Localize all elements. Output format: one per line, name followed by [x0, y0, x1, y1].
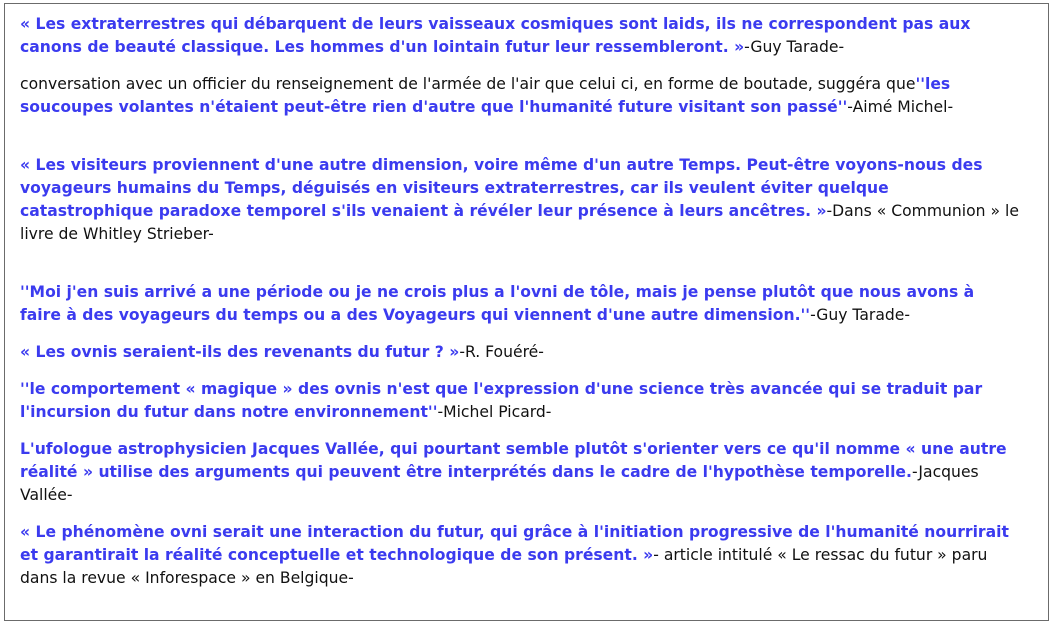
quote-paragraph-inforespace	[20, 521, 1020, 590]
quote-intro: conversation avec un officier du renseignement de l'armée de l'air que celui ci, en forme de boutade, suggéra que	[20, 75, 916, 93]
quote-attribution: -Guy Tarade-	[810, 306, 910, 324]
quote-paragraph-fouere	[20, 341, 1020, 364]
quote-paragraph-tarade-2	[20, 281, 1020, 327]
quote-paragraph-michel	[20, 73, 1020, 119]
quote-attribution: - article intitulé « Le ressac du futur » paru dans la revue « Inforespace » en Belgique-	[20, 546, 988, 587]
quote-attribution: -Aimé Michel-	[847, 98, 954, 116]
quote-text: ''Moi j'en suis arrivé a une période ou je ne crois plus a l'ovni de tôle, mais je pense plutôt que nous avons à faire à des voyageurs du temps ou a des Voyageurs qui viennent d'une autre dimension.''	[20, 283, 975, 324]
quote-text: « Le phénomène ovni serait une interaction du futur, qui grâce à l'initiation progressive de l'humanité nourrirait et garantirait la réalité conceptuelle et technologique de son présent. »	[20, 523, 1009, 564]
quote-attribution: -Michel Picard-	[437, 403, 552, 421]
quote-paragraph-tarade-1	[20, 13, 1020, 59]
quote-text: « Les extraterrestres qui débarquent de leurs vaisseaux cosmiques sont laids, ils ne correspondent pas aux canons de beauté classique. Les hommes d'un lointain futur leur ressembleront. »	[20, 15, 971, 56]
quote-paragraph-picard	[20, 378, 1020, 424]
quote-attribution: -R. Fouéré-	[459, 343, 544, 361]
quotes-list	[20, 13, 1020, 590]
quote-paragraph-strieber	[20, 154, 1020, 246]
quote-text: ''le comportement « magique » des ovnis n'est que l'expression d'une science très avancée qui se traduit par l'incursion du futur dans notre environnement''	[20, 380, 983, 421]
quote-text: « Les ovnis seraient-ils des revenants du futur ? »	[20, 343, 460, 361]
quote-text: « Les visiteurs proviennent d'une autre dimension, voire même d'un autre Temps. Peut-être voyons-nous des voyageurs humains du Temps, déguisés en visiteurs extraterrestres, car ils veulent éviter quelque catastrophique paradoxe temporel s'ils venaient à révéler leur présence à leurs ancêtres. »	[20, 156, 983, 220]
quote-attribution: -Guy Tarade-	[744, 38, 845, 56]
quotes-panel	[4, 3, 1049, 621]
quote-text: ''les soucoupes volantes n'étaient peut-être rien d'autre que l'humanité future visitant son passé''	[20, 75, 951, 116]
quote-text: L'ufologue astrophysicien Jacques Vallée, qui pourtant semble plutôt s'orienter vers ce qu'il nomme « une autre réalité » utilise des arguments qui peuvent être interprétés dans le cadre de l'hypothèse temporelle.	[20, 440, 1007, 481]
quote-attribution: -Jacques Vallée-	[20, 463, 979, 504]
quote-paragraph-vallee	[20, 438, 1020, 507]
quote-attribution: -Dans « Communion » le livre de Whitley Strieber-	[20, 202, 1019, 243]
